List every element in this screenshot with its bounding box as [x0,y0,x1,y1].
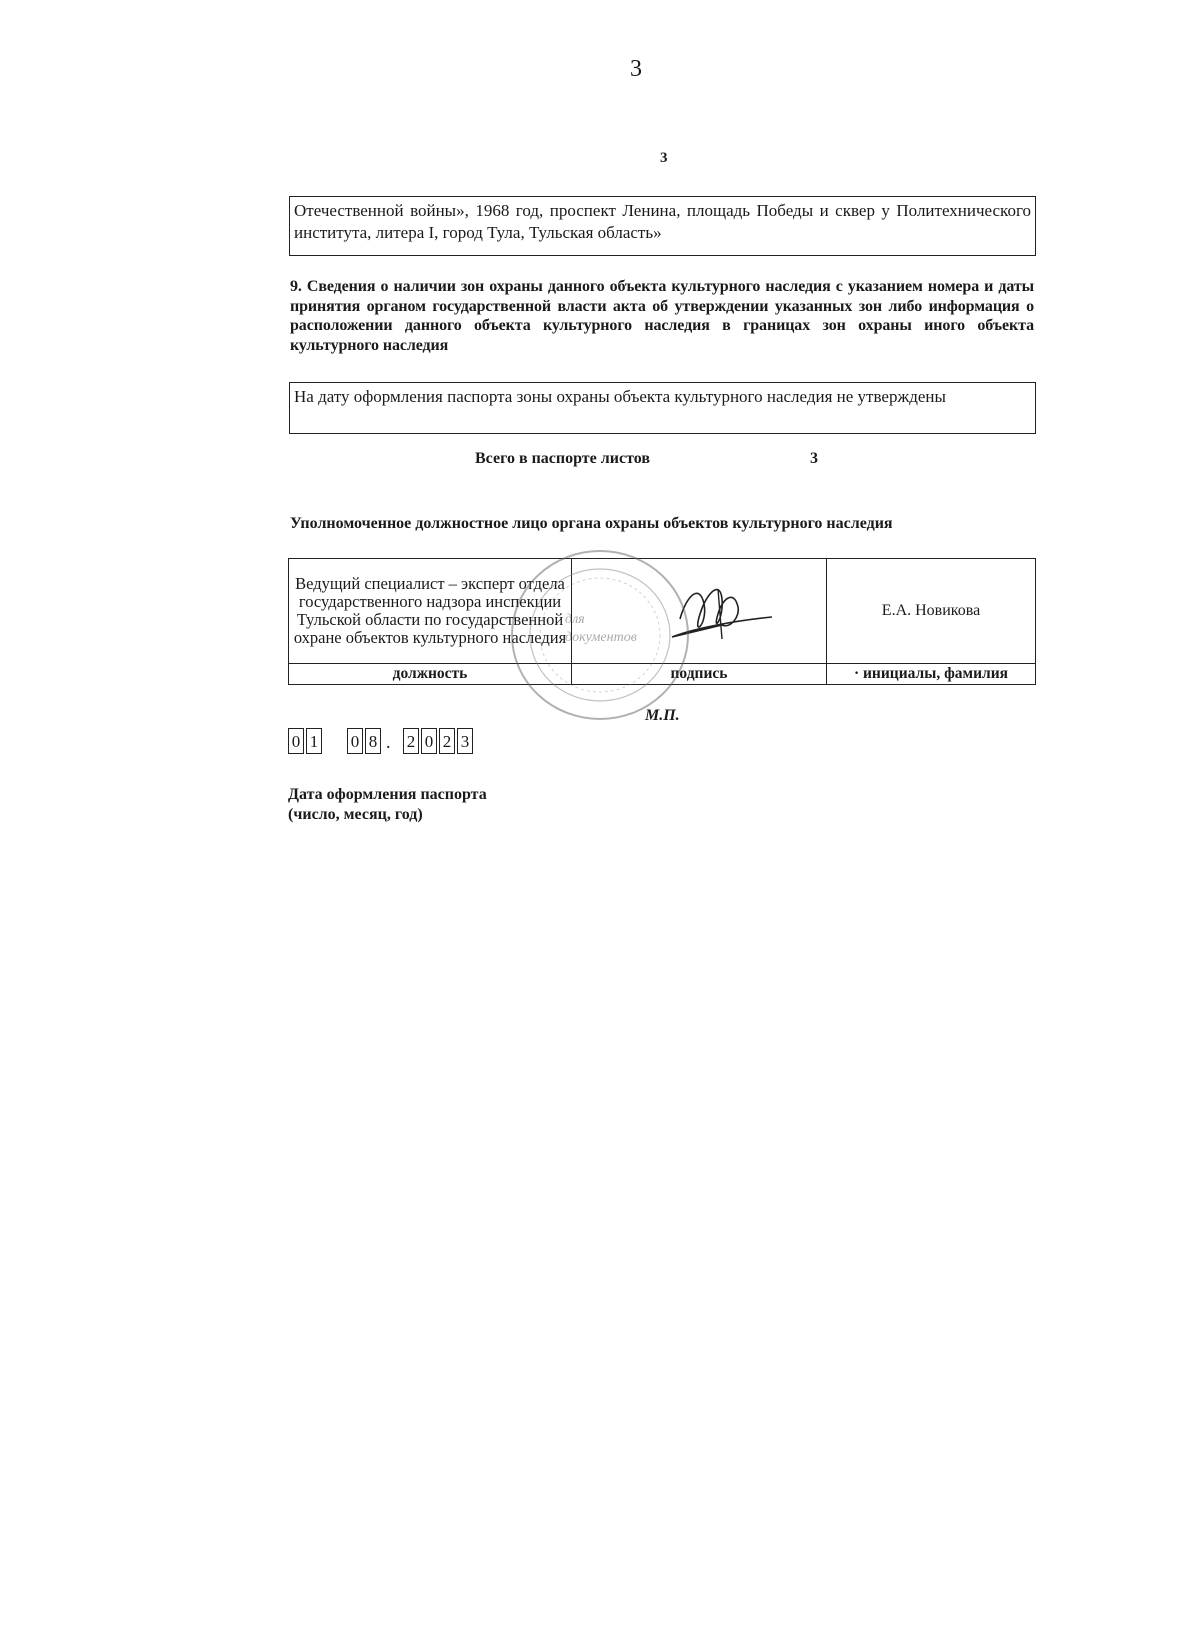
section-9-heading: 9. Сведения о наличии зон охраны данного объекта культурного наследия с указанием номера и даты принятия органом государственной власти акта об утверждении указанных зон либо информация о расположении данного объекта культурного наследия в границах зон охраны иного объекта культурного наследия [290,278,1034,354]
date-digit: 1 [306,728,322,754]
official-stamp [505,545,695,725]
stamp-place-label: М.П. [645,707,680,724]
date-digit: 8 [365,728,381,754]
official-heading: Уполномоченное должностное лицо органа охраны объектов культурного наследия [290,515,893,532]
sub-page-number: 3 [660,150,668,166]
date-digit: 3 [457,728,473,754]
date-digit: 0 [347,728,363,754]
date-day [288,728,324,756]
stamp-text-line2: документов [565,630,637,645]
caption-position: должность [289,664,572,685]
date-month [347,728,394,756]
position-cell: Ведущий специалист – эксперт отдела государственного надзора инспекции Тульской области по государственной охране объектов культурного наследия [289,559,572,664]
section-9-answer-box: На дату оформления паспорта зоны охраны объекта культурного наследия не утверждены [289,382,1036,434]
date-digit: 2 [403,728,419,754]
date-label-line2: (число, месяц, год) [288,806,423,823]
date-label [288,785,487,825]
total-sheets-value: 3 [810,450,818,467]
caption-name: · инициалы, фамилия [827,664,1036,685]
date-label-line1: Дата оформления паспорта [288,786,487,803]
object-name-box: Отечественной войны», 1968 год, проспект Ленина, площадь Победы и сквер у Политехнического института, литера I, город Тула, Тульская область» [289,196,1036,256]
date-digit: 0 [288,728,304,754]
name-cell: Е.А. Новикова [827,559,1036,664]
date-digit: 2 [439,728,455,754]
page-number: 3 [630,56,642,82]
caption-signature: подпись [572,664,827,685]
total-sheets-label: Всего в паспорте листов [475,450,650,467]
date-separator: . [386,732,391,752]
date-year [403,728,475,756]
date-digit: 0 [421,728,437,754]
stamp-text-line1: для [565,612,585,627]
